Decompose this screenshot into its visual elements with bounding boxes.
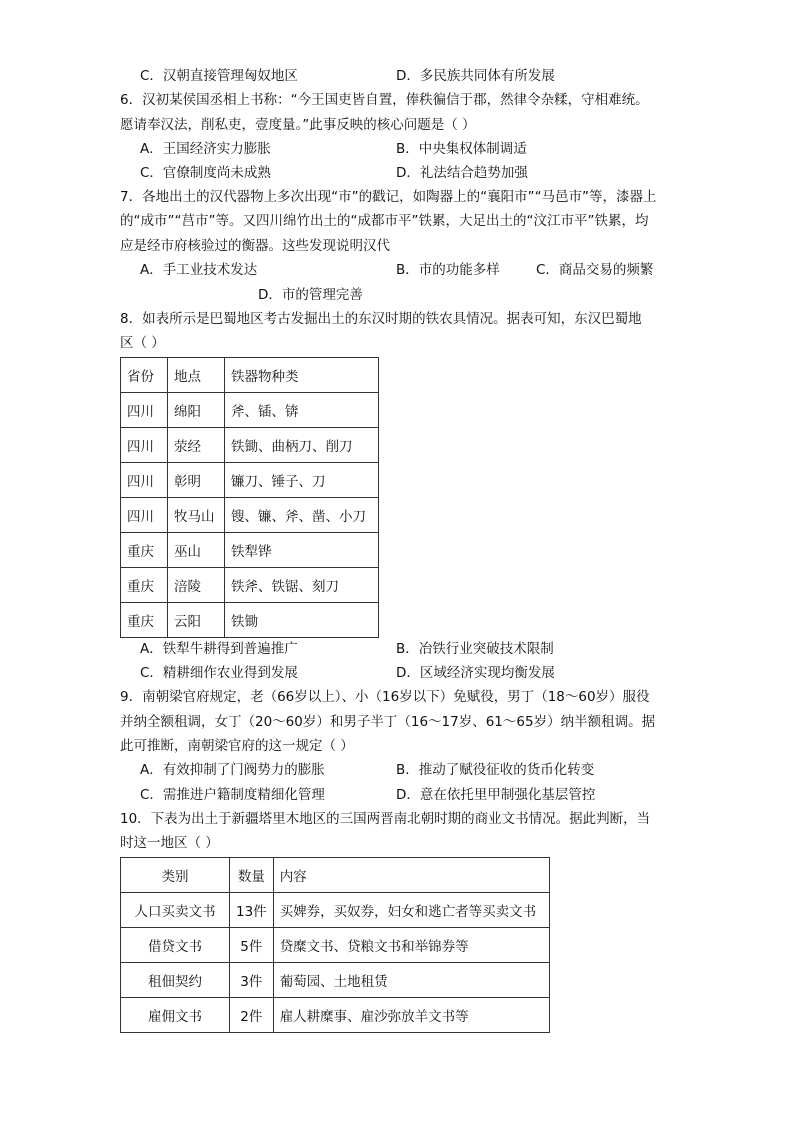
table-row (121, 928, 550, 963)
table-cell: 绵阳 (168, 393, 225, 428)
table-row (121, 893, 550, 928)
q5-option-d: D．多民族共同体有所发展 (396, 68, 555, 84)
table-cell: 贷糜文书、贷粮文书和举锦券等 (273, 928, 549, 963)
q6-stem-line2: 愿请奉汉法，削私吏，壹度量。”此事反映的核心问题是（ ） (120, 117, 476, 133)
table-cell: 2件 (230, 998, 274, 1033)
q8-option-c: C．精耕细作农业得到发展 (140, 665, 298, 681)
table-cell: 租佃契约 (121, 963, 230, 998)
table-cell: 四川 (121, 463, 168, 498)
q8-option-d: D．区域经济实现均衡发展 (396, 665, 555, 681)
q6-option-c: C．官僚制度尚未成熟 (140, 165, 271, 181)
q8-stem-line2: 区（ ） (120, 335, 165, 351)
table-cell: 四川 (121, 428, 168, 463)
table-cell: 云阳 (168, 603, 225, 638)
table-cell: 雇人耕糜事、雇沙弥放羊文书等 (273, 998, 549, 1033)
table-cell: 5件 (230, 928, 274, 963)
table-header-cell: 内容 (273, 858, 549, 893)
table-header-row (121, 358, 379, 393)
table-header-cell: 省份 (121, 358, 168, 393)
table-cell: 涪陵 (168, 568, 225, 603)
table-cell: 人口买卖文书 (121, 893, 230, 928)
q8-iron-tools-table (120, 357, 379, 638)
q9-option-b: B．推动了赋役征收的货币化转变 (396, 762, 595, 778)
table-header-cell: 数量 (230, 858, 274, 893)
table-cell: 四川 (121, 498, 168, 533)
table-cell: 铁斧、铁锯、刻刀 (225, 568, 379, 603)
q7-option-d: D．市的管理完善 (258, 287, 363, 303)
table-header-cell: 铁器物种类 (225, 358, 379, 393)
table-cell: 13件 (230, 893, 274, 928)
table-cell: 重庆 (121, 568, 168, 603)
table-cell: 锼、镰、斧、凿、小刀 (225, 498, 379, 533)
table-row (121, 963, 550, 998)
q7-option-c: C．商品交易的频繁 (536, 262, 654, 278)
q7-option-a: A．手工业技术发达 (140, 262, 258, 278)
table-cell: 巫山 (168, 533, 225, 568)
table-row (121, 393, 379, 428)
q8-option-b: B．冶铁行业突破技术限制 (396, 641, 554, 657)
table-cell: 斧、锸、锛 (225, 393, 379, 428)
q8-option-a: A．铁犁牛耕得到普遍推广 (140, 641, 298, 657)
table-cell: 葡萄园、土地租赁 (273, 963, 549, 998)
q7-option-b: B．市的功能多样 (396, 262, 500, 278)
table-cell: 买婢券，买奴券，妇女和逃亡者等买卖文书 (273, 893, 549, 928)
q7-stem-line3: 应是经市府核验过的衡器。这些发现说明汉代 (120, 238, 390, 254)
q10-commercial-documents-table (120, 857, 550, 1033)
table-cell: 铁锄 (225, 603, 379, 638)
table-header-cell: 地点 (168, 358, 225, 393)
q6-stem-line1: 6．汉初某侯国丞相上书称：“今王国吏皆自置，俸秩徧信于郡，然律令杂糅，守相难统。 (120, 92, 649, 108)
table-cell: 3件 (230, 963, 274, 998)
table-row (121, 568, 379, 603)
table-cell: 牧马山 (168, 498, 225, 533)
table-row (121, 603, 379, 638)
table-cell: 四川 (121, 393, 168, 428)
q6-option-d: D．礼法结合趋势加强 (396, 165, 528, 181)
table-row (121, 533, 379, 568)
q9-stem-line3: 此可推断，南朝梁官府的这一规定（ ） (120, 738, 354, 754)
table-cell: 铁锄、曲柄刀、削刀 (225, 428, 379, 463)
q7-stem-line1: 7．各地出土的汉代器物上多次出现“市”的戳记，如陶器上的“襄阳市”“马邑市”等，漆器上 (120, 189, 657, 205)
q6-option-b: B．中央集权体制调适 (396, 141, 527, 157)
table-cell: 彰明 (168, 463, 225, 498)
table-header-cell: 类别 (121, 858, 230, 893)
table-row (121, 998, 550, 1033)
q10-stem-line2: 时这一地区（ ） (120, 835, 219, 851)
table-cell: 荥经 (168, 428, 225, 463)
table-cell: 镰刀、锤子、刀 (225, 463, 379, 498)
table-row (121, 428, 379, 463)
q9-option-d: D．意在依托里甲制强化基层管控 (396, 787, 596, 803)
q8-stem-line1: 8．如表所示是巴蜀地区考古发掘出土的东汉时期的铁农具情况。据表可知，东汉巴蜀地 (120, 311, 642, 327)
table-header-row (121, 858, 550, 893)
table-cell: 重庆 (121, 533, 168, 568)
q9-option-a: A．有效抑制了门阀势力的膨胀 (140, 762, 325, 778)
q9-stem-line2: 并纳全额租调，女丁（20～60岁）和男子半丁（16～17岁、61～65岁）纳半额租调。据 (120, 714, 656, 730)
q6-option-a: A．王国经济实力膨胀 (140, 141, 271, 157)
q5-option-c: C．汉朝直接管理匈奴地区 (140, 68, 298, 84)
q7-stem-line2: 的“成市”“莒市”等。又四川绵竹出土的“成都市平”铁累，大足出土的“汶江市平”铁累，均 (120, 213, 649, 229)
table-cell: 雇佣文书 (121, 998, 230, 1033)
table-cell: 重庆 (121, 603, 168, 638)
table-cell: 铁犁铧 (225, 533, 379, 568)
q9-stem-line1: 9．南朝梁官府规定，老（66岁以上）、小（16岁以下）免赋役，男丁（18～60岁）服役 (120, 689, 650, 705)
q10-stem-line1: 10．下表为出土于新疆塔里木地区的三国两晋南北朝时期的商业文书情况。据此判断，当 (120, 811, 651, 827)
q9-option-c: C．需推进户籍制度精细化管理 (140, 787, 325, 803)
table-cell: 借贷文书 (121, 928, 230, 963)
table-row (121, 463, 379, 498)
table-row (121, 498, 379, 533)
